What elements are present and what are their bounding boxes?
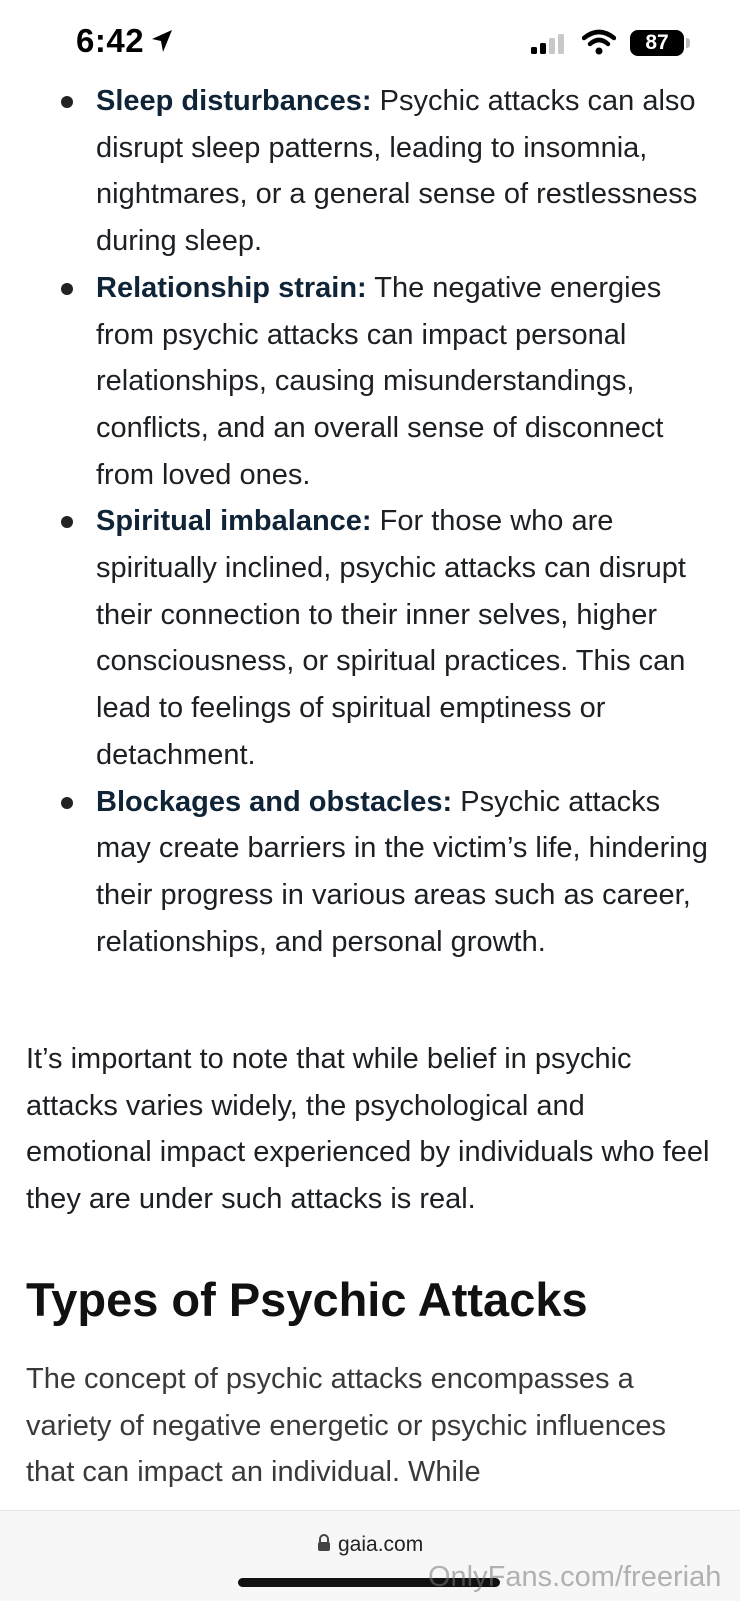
list-item — [0, 78, 740, 265]
bullet-dot — [61, 96, 73, 108]
list-item-text: The negative energies from psychic attacks can impact personal relationships, causing misunderstandings, conflicts, and an overall sense of disconnect from loved ones. — [96, 271, 664, 491]
location-arrow-icon — [150, 28, 174, 54]
symptom-list — [0, 78, 740, 965]
list-item-text: For those who are spiritually inclined, psychic attacks can disrupt their connection to their inner selves, higher consciousness, or spiritual practices. This can lead to feelings of spiritual emptiness or detachment. — [96, 505, 686, 771]
intro-paragraph: The concept of psychic attacks encompasses a variety of negative energetic or psychic influences that can impact an individual. While — [26, 1363, 666, 1489]
list-item-term: Relationship strain: — [96, 271, 367, 304]
list-item — [0, 498, 740, 778]
bullet-dot — [61, 797, 73, 809]
list-item-text: Psychic attacks may create barriers in the victim’s life, hindering their progress in various areas such as career, relationships, and personal growth. — [96, 785, 708, 958]
list-item-term: Blockages and obstacles: — [96, 785, 453, 818]
status-bar — [0, 0, 740, 84]
list-item-term: Sleep disturbances: — [96, 85, 372, 117]
url-domain[interactable]: gaia.com — [338, 1533, 424, 1556]
list-item-term: Spiritual imbalance: — [96, 505, 372, 538]
watermark: OnlyFans.com/freeriah — [428, 1561, 722, 1593]
wifi-icon — [582, 29, 616, 55]
body-paragraph: It’s important to note that while belief in psychic attacks varies widely, the psychological and emotional impact experienced by individuals who feel they are under such attacks is real. — [26, 1043, 710, 1216]
bullet-dot — [61, 516, 73, 528]
article — [0, 78, 740, 965]
url-bar[interactable] — [0, 1510, 740, 1601]
signal-icon — [531, 34, 565, 54]
battery-tip — [686, 38, 690, 48]
section-heading: Types of Psychic Attacks — [26, 1273, 588, 1326]
battery-icon: 87 — [630, 30, 684, 56]
list-item — [0, 779, 740, 966]
lock-icon — [317, 1534, 331, 1552]
status-time: 6:42 — [76, 22, 145, 59]
list-item — [0, 265, 740, 499]
bullet-dot — [61, 283, 73, 295]
list-item-text: Psychic attacks can also disrupt sleep patterns, leading to insomnia, nightmares, or a general sense of restlessness during sleep. — [96, 85, 698, 258]
